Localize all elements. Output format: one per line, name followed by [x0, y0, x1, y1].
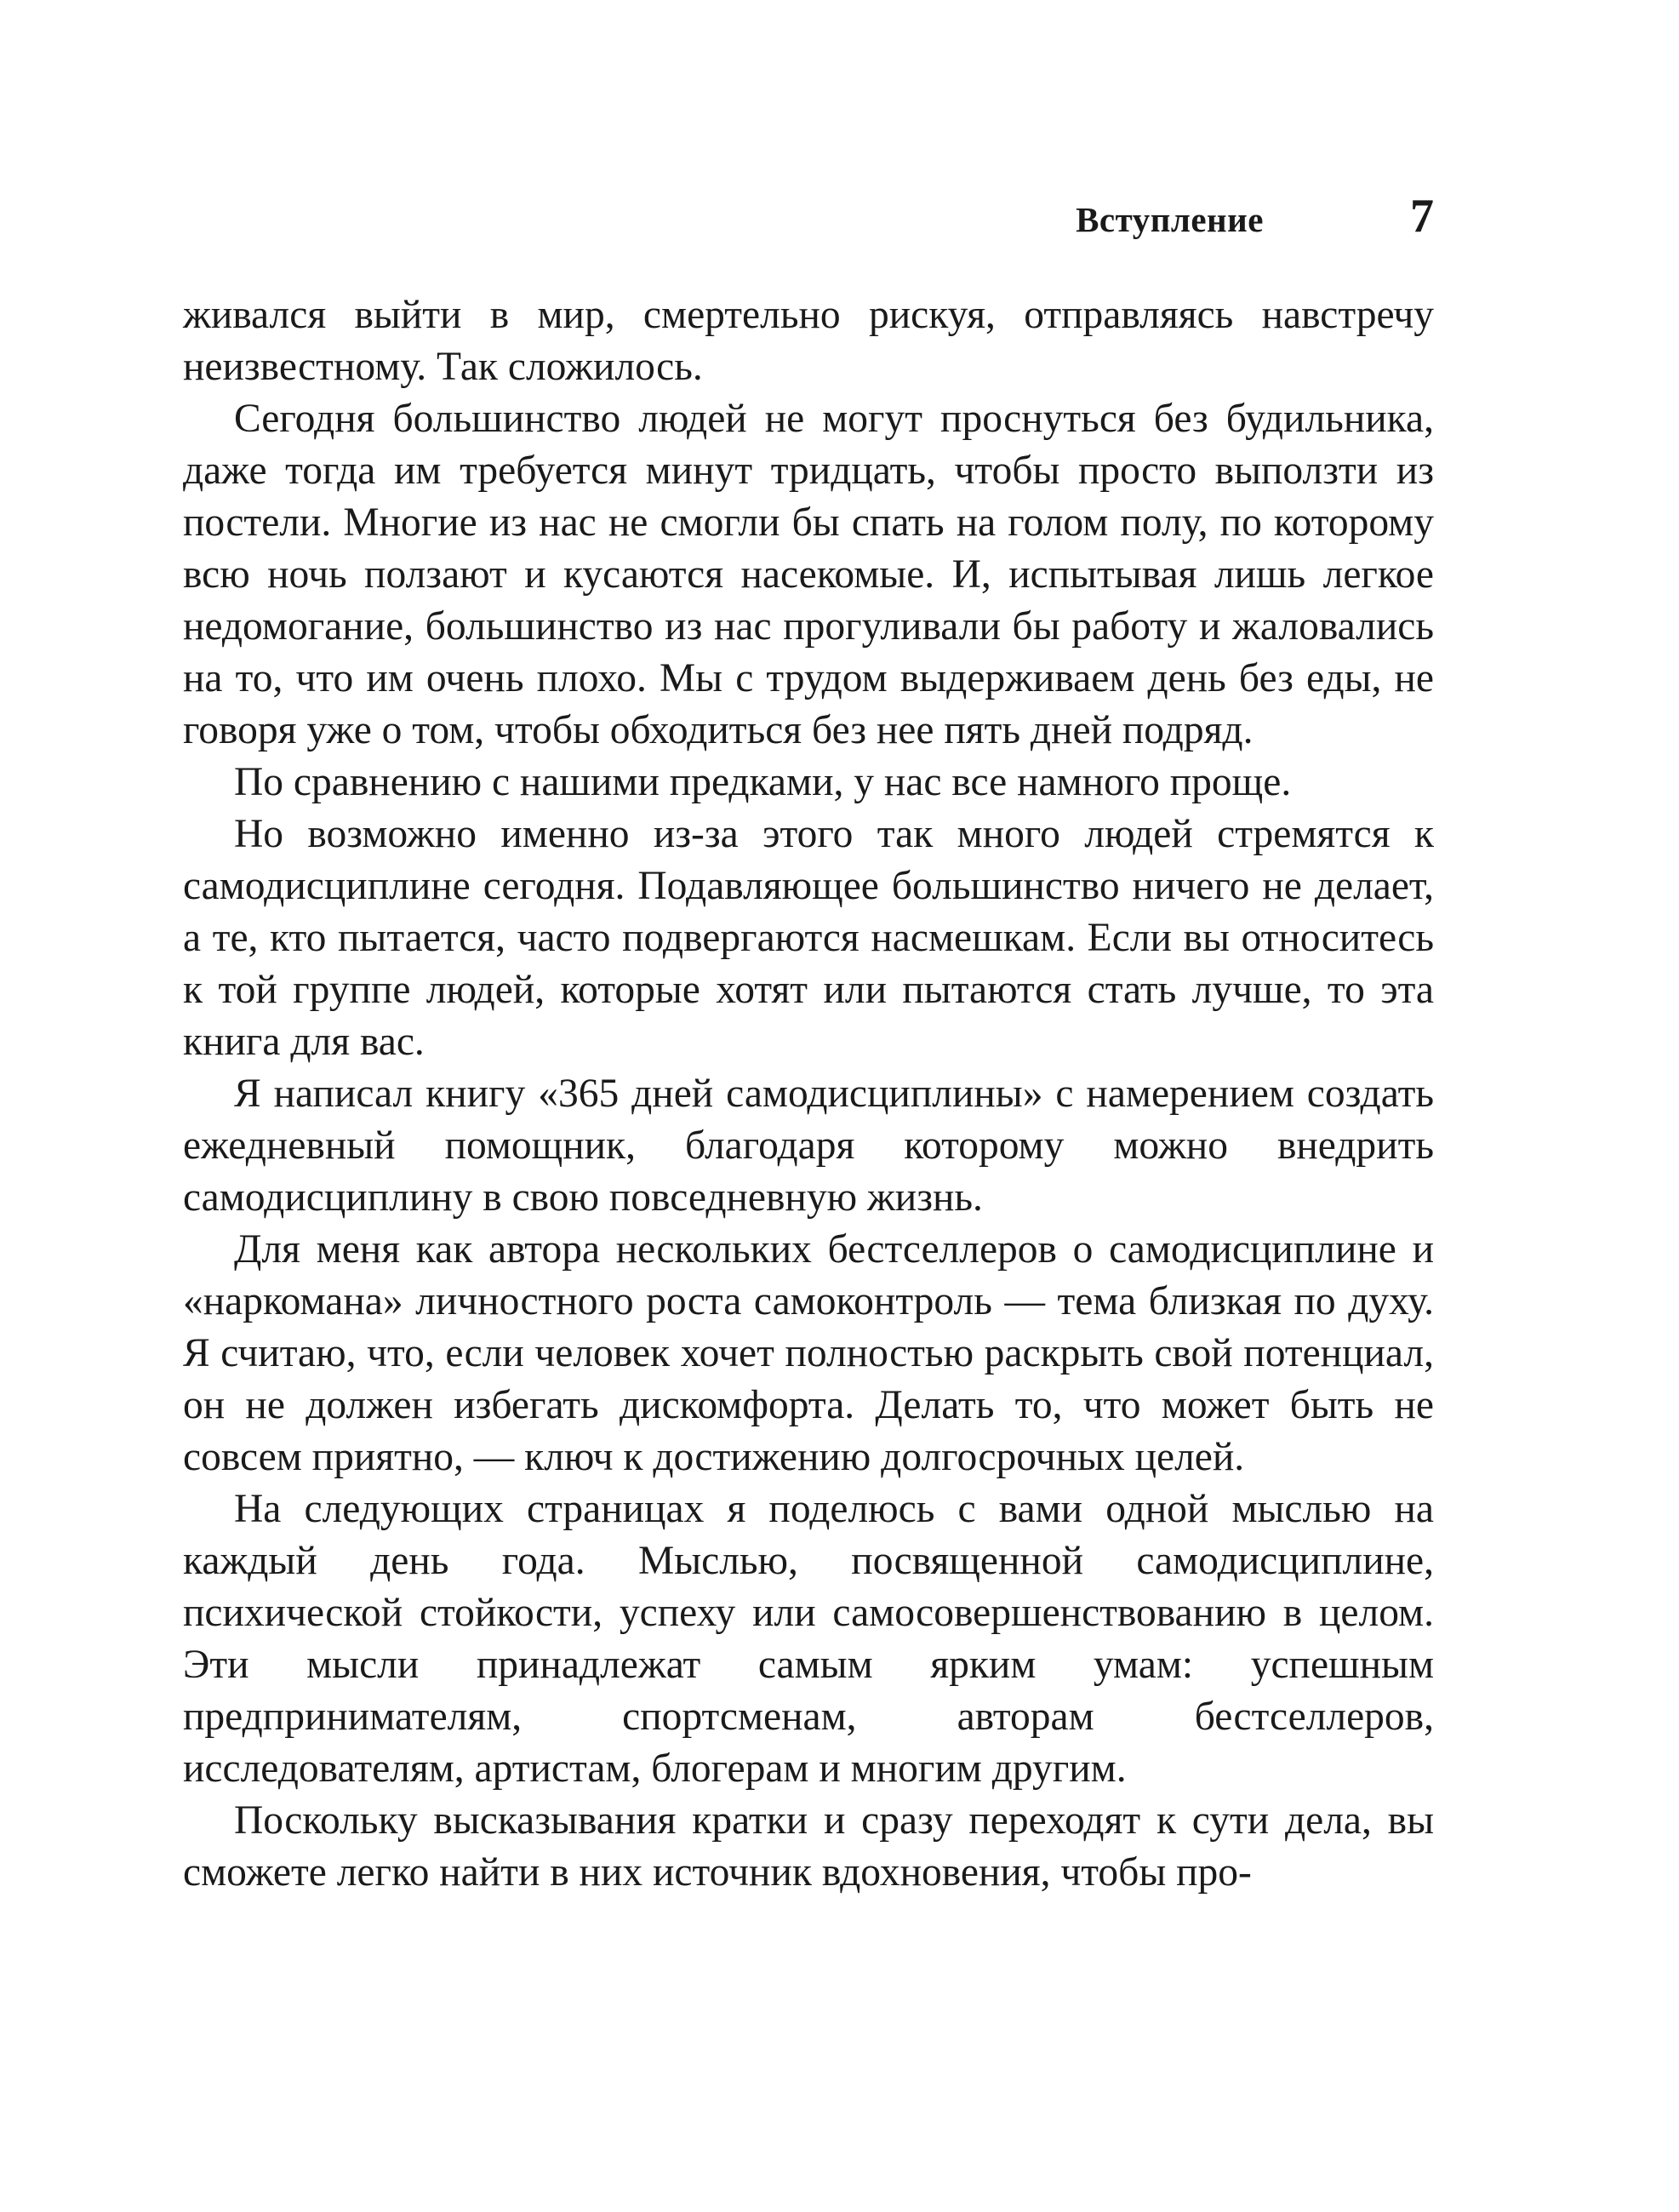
- paragraph: На следующих страницах я поделюсь с вами одной мыслью на каждый день года. Мыслью, посвященной самодисциплине, психической стойкости, успеху или самосовершенствованию в целом. Эти мысли принадлежат самым ярким умам: успешным предпринимателям, спортсменам, авторам бестселлеров, исследователям, артистам, блогерам и многим другим.: [183, 1487, 1434, 1791]
- running-head: [183, 189, 1434, 249]
- paragraph: Поскольку высказывания кратки и сразу переходят к сути дела, вы сможете легко найти в них источник вдохновения, чтобы про-: [183, 1798, 1434, 1895]
- paragraph: Для меня как автора нескольких бестселлеров о самодисциплине и «наркомана» личностного роста самоконтроль — тема близкая по духу. Я считаю, что, если человек хочет полностью раскрыть свой потенциал, он не должен избегать дискомфорта. Делать то, что может быть не совсем приятно, — ключ к достижению долгосрочных целей.: [183, 1227, 1434, 1479]
- paragraph-continued: живался выйти в мир, смертельно рискуя, отправляясь навстречу неизвестному. Так сложилось.: [183, 293, 1434, 389]
- page-number: 7: [1410, 190, 1434, 243]
- running-title: Вступление: [1076, 200, 1264, 239]
- paragraph: Я написал книгу «365 дней самодисциплины» с намерением создать ежедневный помощник, благодаря которому можно внедрить самодисциплину в свою повседневную жизнь.: [183, 1072, 1434, 1220]
- paragraph: Сегодня большинство людей не могут проснуться без будильника, даже тогда им требуется минут тридцать, чтобы просто выползти из постели. Многие из нас не смогли бы спать на голом полу, по которому всю ночь ползают и кусаются насекомые. И, испытывая лишь легкое недомогание, большинство из нас прогуливали бы работу и жаловались на то, что им очень плохо. Мы с трудом выдерживаем день без еды, не говоря уже о том, чтобы обходиться без нее пять дней подряд.: [183, 397, 1434, 752]
- paragraph: По сравнению с нашими предками, у нас все намного проще.: [234, 760, 1292, 804]
- body-text: [183, 289, 1434, 1899]
- paragraph: Но возможно именно из-за этого так много людей стремятся к самодисциплине сегодня. Подавляющее большинство ничего не делает, а те, кто пытается, часто подвергаются насмешкам. Если вы относитесь к той группе людей, которые хотят или пытаются стать лучше, то эта книга для вас.: [183, 812, 1434, 1064]
